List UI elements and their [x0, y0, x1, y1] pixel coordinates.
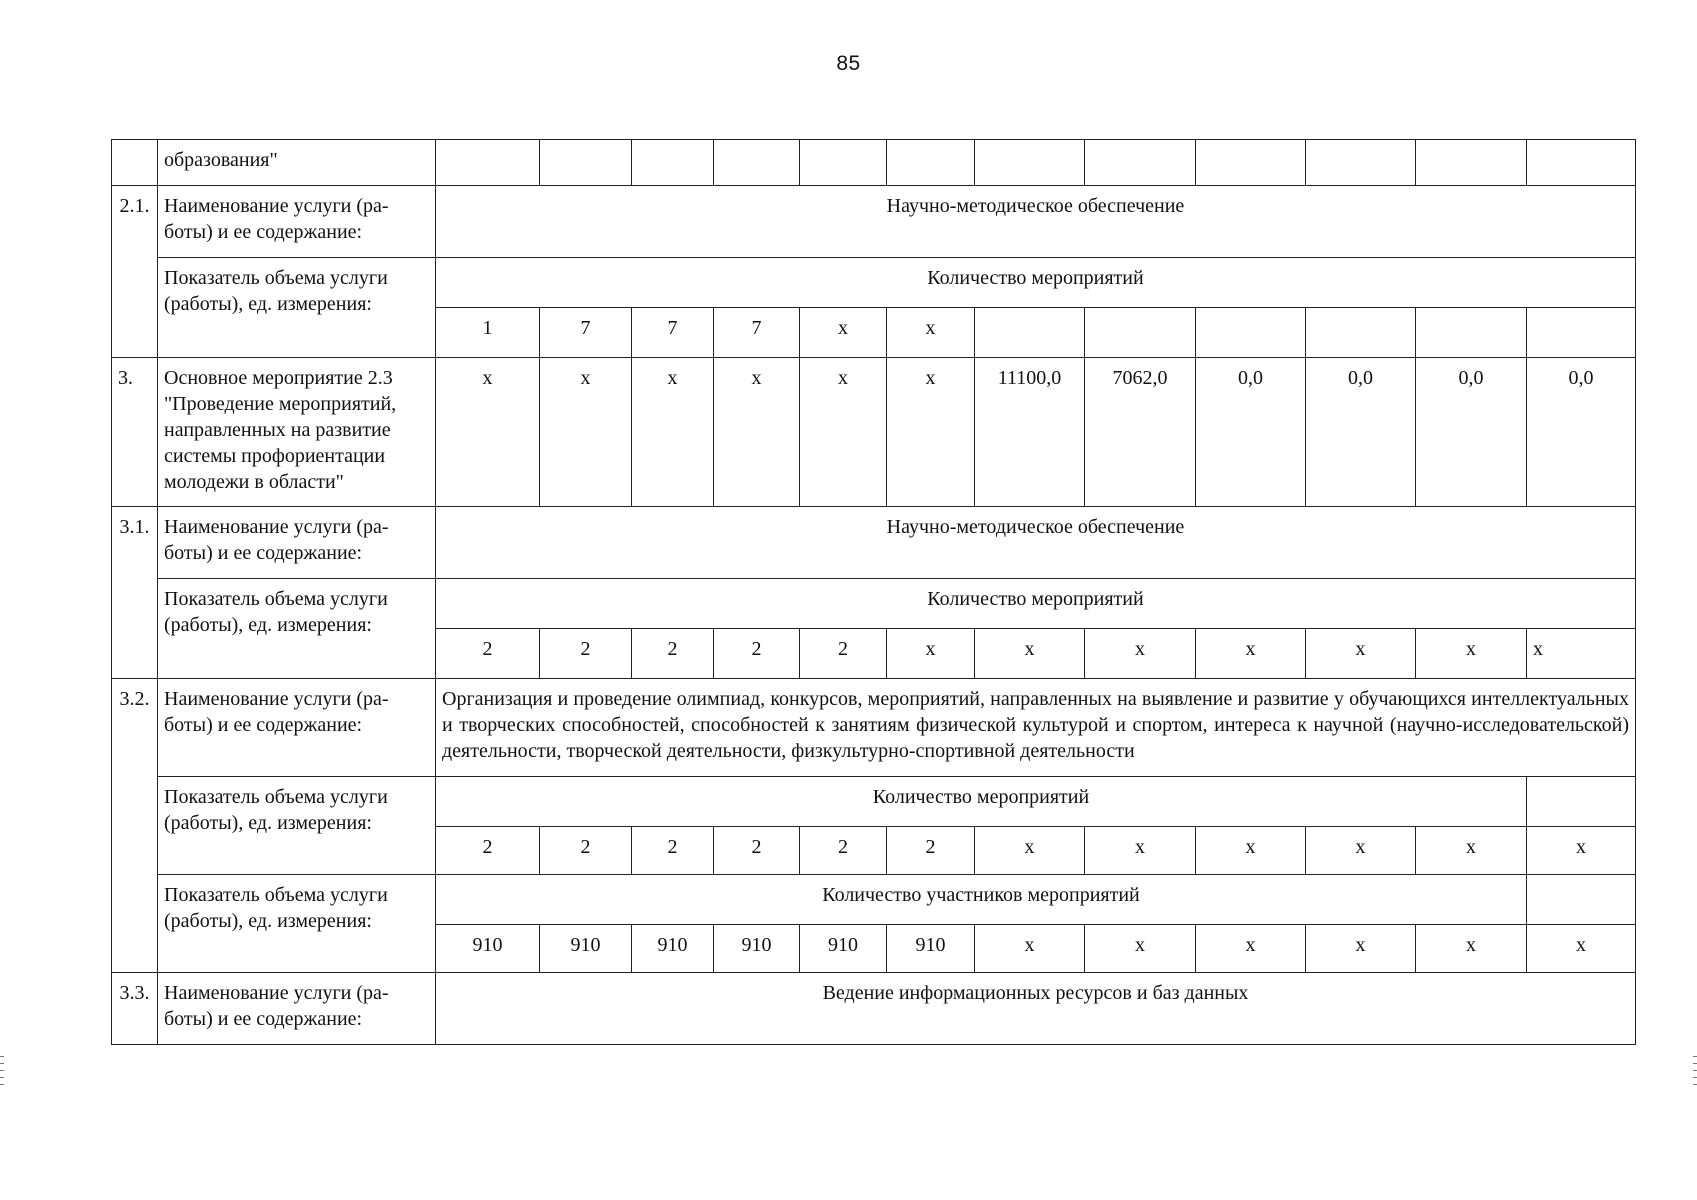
table-row	[112, 875, 1636, 925]
value-cell: 2	[436, 827, 540, 875]
value-cell: x	[436, 358, 540, 507]
service-name-label: Наименование услуги (ра-боты) и ее содержание:	[158, 186, 436, 258]
value-cell	[1306, 308, 1416, 358]
value-cell: x	[800, 358, 887, 507]
value-cell: 910	[436, 925, 540, 973]
value-cell: x	[887, 629, 975, 679]
row-number: 3.3.	[112, 973, 158, 1045]
scan-edge-marks	[1693, 1056, 1697, 1096]
value-cell: 910	[540, 925, 632, 973]
value-cell: x	[1527, 629, 1636, 679]
indicator-label: Показатель объема услуги (работы), ед. измерения:	[158, 777, 436, 875]
indicator-label: Показатель объема услуги (работы), ед. измерения:	[158, 258, 436, 358]
value-cell: x	[632, 358, 714, 507]
indicator-value: Количество мероприятий	[436, 579, 1636, 629]
value-cell: x	[1416, 827, 1527, 875]
value-cell: 7	[540, 308, 632, 358]
value-cell: 7	[714, 308, 800, 358]
value-cell: x	[540, 358, 632, 507]
service-name-label: Наименование услуги (ра-боты) и ее содержание:	[158, 679, 436, 777]
value-cell: x	[1306, 925, 1416, 973]
service-name-value: Научно-методическое обеспечение	[436, 186, 1636, 258]
value-cell: 1	[436, 308, 540, 358]
value-cell	[975, 308, 1085, 358]
row-number: 2.1.	[112, 186, 158, 358]
value-cell	[1416, 308, 1527, 358]
value-cell: x	[1196, 827, 1306, 875]
value-cell: 0,0	[1527, 358, 1636, 507]
value-cell: x	[1306, 827, 1416, 875]
service-name-value: Ведение информационных ресурсов и баз данных	[436, 973, 1636, 1045]
scan-edge-marks	[0, 1056, 4, 1096]
indicator-label: Показатель объема услуги (работы), ед. измерения:	[158, 579, 436, 679]
value-cell: 910	[800, 925, 887, 973]
value-cell: x	[1196, 925, 1306, 973]
row-number: 3.1.	[112, 507, 158, 679]
indicator-value: Количество участников мероприятий	[436, 875, 1527, 925]
value-cell: x	[1085, 827, 1196, 875]
value-cell: x	[1527, 827, 1636, 875]
indicator-value: Количество мероприятий	[436, 258, 1636, 308]
table-row	[112, 579, 1636, 629]
program-table	[111, 139, 1636, 1045]
value-cell: 11100,0	[975, 358, 1085, 507]
value-cell: 910	[714, 925, 800, 973]
row-description: образования"	[158, 140, 436, 186]
value-cell: 2	[632, 827, 714, 875]
service-name-value: Организация и проведение олимпиад, конкурсов, мероприятий, направленных на выявление и развитие у обучающихся интеллектуальных и творческих способностей, способностей к занятиям физической культурой и спортом, интереса к научной (научно-исследовательской) деятельности, творческой деятельности, физкультурно-спортивной деятельности	[436, 679, 1636, 777]
row-number: 3.	[112, 358, 158, 507]
row-number: 3.2.	[112, 679, 158, 973]
value-cell: x	[975, 827, 1085, 875]
value-cell: 2	[714, 629, 800, 679]
value-cell: 7062,0	[1085, 358, 1196, 507]
value-cell: x	[1416, 925, 1527, 973]
value-cell	[1196, 308, 1306, 358]
service-name-label: Наименование услуги (ра-боты) и ее содержание:	[158, 507, 436, 579]
service-name-label: Наименование услуги (ра-боты) и ее содержание:	[158, 973, 436, 1045]
value-cell: x	[887, 358, 975, 507]
table-row	[112, 679, 1636, 777]
value-cell: 2	[436, 629, 540, 679]
table-row	[112, 507, 1636, 579]
value-cell: 2	[632, 629, 714, 679]
page-number: 85	[836, 52, 861, 75]
value-cell: x	[887, 308, 975, 358]
value-cell: x	[1416, 629, 1527, 679]
value-cell: x	[975, 925, 1085, 973]
value-cell: x	[1085, 629, 1196, 679]
value-cell: 7	[632, 308, 714, 358]
table-row	[112, 258, 1636, 308]
value-cell: 0,0	[1306, 358, 1416, 507]
value-cell: 2	[800, 629, 887, 679]
value-cell: 2	[540, 827, 632, 875]
indicator-value: Количество мероприятий	[436, 777, 1527, 827]
table-row	[112, 186, 1636, 258]
table-row	[112, 973, 1636, 1045]
value-cell: x	[714, 358, 800, 507]
value-cell: x	[975, 629, 1085, 679]
service-name-value: Научно-методическое обеспечение	[436, 507, 1636, 579]
value-cell: 0,0	[1416, 358, 1527, 507]
value-cell: x	[800, 308, 887, 358]
value-cell: 2	[714, 827, 800, 875]
value-cell: x	[1085, 925, 1196, 973]
value-cell: x	[1306, 629, 1416, 679]
value-cell: 0,0	[1196, 358, 1306, 507]
value-cell: 2	[540, 629, 632, 679]
value-cell: 2	[887, 827, 975, 875]
value-cell: 2	[800, 827, 887, 875]
value-cell: x	[1196, 629, 1306, 679]
value-cell	[1527, 308, 1636, 358]
indicator-label: Показатель объема услуги (работы), ед. измерения:	[158, 875, 436, 973]
value-cell: x	[1527, 925, 1636, 973]
table-row	[112, 140, 1636, 186]
value-cell	[1085, 308, 1196, 358]
table-row	[112, 777, 1636, 827]
value-cell: 910	[887, 925, 975, 973]
value-cell: 910	[632, 925, 714, 973]
row-description: Основное мероприятие 2.3 "Проведение мероприятий, направленных на развитие системы профориентации молодежи в области"	[158, 358, 436, 507]
table-row	[112, 358, 1636, 507]
